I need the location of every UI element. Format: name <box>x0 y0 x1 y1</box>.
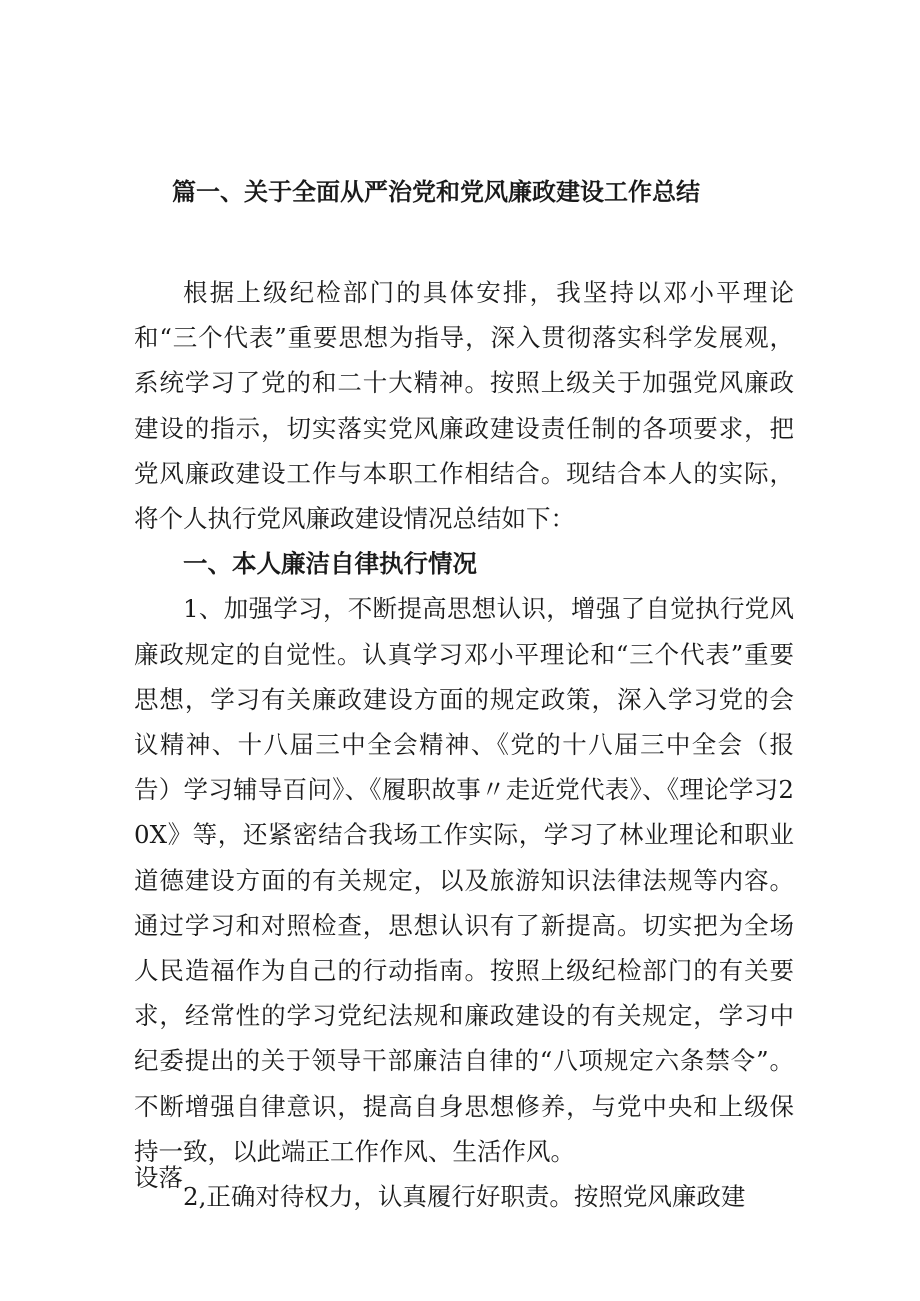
document-title: 篇一、关于全面从严治党和党风廉政建设工作总结 <box>172 178 700 206</box>
item-1-paragraph: 1、加强学习，不断提高思想认识，增强了自觉执行党风廉政规定的自觉性。认真学习邓小平理论和“三个代表”重要思想，学习有关廉政建设方面的规定政策，深入学习党的会议精神、十八届三中全会精神、《党的十八届三中全会（报告）学习辅导百问》、《履职故事〃走近党代表》、《理论学习20X》等，还紧密结合我场工作实际，学习了林业理论和职业道德建设方面的有关规定，以及旅游知识法律法规等内容。通过学习和对照检查，思想认识有了新提高。切实把为全场人民造福作为自己的行动指南。按照上级纪检部门的有关要求，经常性的学习党纪法规和廉政建设的有关规定，学习中纪委提出的关于领导干部廉洁自律的“八项规定六条禁令”。不断增强自律意识，提高自身思想修养，与党中央和上级保持一致，以此端正工作作风、生活作风。 <box>134 594 794 1166</box>
intro-paragraph: 根据上级纪检部门的具体安排，我坚持以邓小平理论和“三个代表”重要思想为指导，深入贯彻落实科学发展观，系统学习了党的和二十大精神。按照上级关于加强党风廉政建设的指示，切实落实党风廉政建设责任制的各项要求，把党风廉政建设工作与本职工作相结合。现结合本人的实际，将个人执行党风廉政建设情况总结如下： <box>134 278 794 534</box>
item-2-paragraph: 2,正确对待权力，认真履行好职责。按照党风廉政建 <box>183 1182 746 1212</box>
document-body <box>134 270 794 1219</box>
trailing-text: 设落 <box>134 1163 183 1192</box>
section-heading-1: 一、本人廉洁自律执行情况 <box>183 549 477 579</box>
